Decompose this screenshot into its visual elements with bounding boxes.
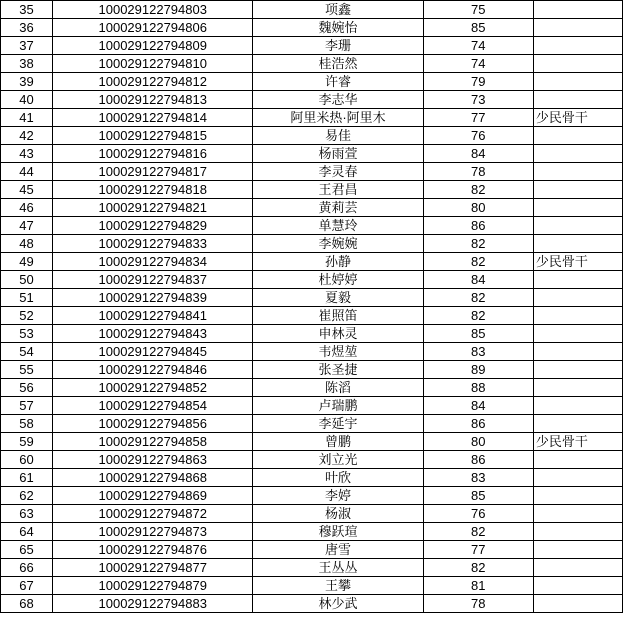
table-row	[1, 109, 623, 127]
cell-id: 100029122794837	[53, 271, 253, 289]
cell-index: 68	[1, 595, 53, 613]
cell-name: 项鑫	[253, 1, 423, 19]
cell-id: 100029122794863	[53, 451, 253, 469]
cell-name: 叶欣	[253, 469, 423, 487]
table-row	[1, 595, 623, 613]
cell-id: 100029122794858	[53, 433, 253, 451]
cell-index: 40	[1, 91, 53, 109]
cell-id: 100029122794806	[53, 19, 253, 37]
cell-score: 82	[423, 289, 533, 307]
table-row	[1, 541, 623, 559]
cell-note	[533, 397, 622, 415]
cell-name: 杨雨萱	[253, 145, 423, 163]
cell-id: 100029122794834	[53, 253, 253, 271]
cell-id: 100029122794809	[53, 37, 253, 55]
cell-score: 82	[423, 307, 533, 325]
cell-note	[533, 235, 622, 253]
table-row	[1, 379, 623, 397]
cell-note	[533, 199, 622, 217]
cell-id: 100029122794868	[53, 469, 253, 487]
cell-index: 55	[1, 361, 53, 379]
cell-id: 100029122794803	[53, 1, 253, 19]
cell-name: 阿里米热·阿里木	[253, 109, 423, 127]
table-row	[1, 1, 623, 19]
cell-score: 83	[423, 343, 533, 361]
cell-id: 100029122794869	[53, 487, 253, 505]
table-row	[1, 469, 623, 487]
cell-name: 唐雪	[253, 541, 423, 559]
cell-index: 37	[1, 37, 53, 55]
cell-index: 38	[1, 55, 53, 73]
table-row	[1, 73, 623, 91]
cell-note	[533, 37, 622, 55]
cell-name: 李婉婉	[253, 235, 423, 253]
table-row	[1, 307, 623, 325]
cell-note: 少民骨干	[533, 109, 622, 127]
cell-score: 74	[423, 55, 533, 73]
cell-score: 74	[423, 37, 533, 55]
cell-score: 76	[423, 505, 533, 523]
cell-index: 41	[1, 109, 53, 127]
cell-score: 73	[423, 91, 533, 109]
cell-index: 49	[1, 253, 53, 271]
cell-index: 35	[1, 1, 53, 19]
cell-name: 张圣捷	[253, 361, 423, 379]
cell-note	[533, 487, 622, 505]
cell-note	[533, 325, 622, 343]
table-row	[1, 145, 623, 163]
table-row	[1, 37, 623, 55]
cell-id: 100029122794873	[53, 523, 253, 541]
cell-note	[533, 577, 622, 595]
cell-name: 李灵春	[253, 163, 423, 181]
cell-note	[533, 361, 622, 379]
cell-name: 穆跃瑄	[253, 523, 423, 541]
cell-index: 53	[1, 325, 53, 343]
table-row	[1, 163, 623, 181]
table-row	[1, 343, 623, 361]
cell-note	[533, 595, 622, 613]
cell-note	[533, 307, 622, 325]
cell-name: 王攀	[253, 577, 423, 595]
cell-id: 100029122794814	[53, 109, 253, 127]
cell-note	[533, 181, 622, 199]
table-row	[1, 523, 623, 541]
table-row	[1, 217, 623, 235]
table-row	[1, 55, 623, 73]
cell-id: 100029122794813	[53, 91, 253, 109]
cell-score: 85	[423, 19, 533, 37]
table-row	[1, 127, 623, 145]
cell-index: 67	[1, 577, 53, 595]
cell-name: 刘立光	[253, 451, 423, 469]
cell-name: 李珊	[253, 37, 423, 55]
cell-name: 孙静	[253, 253, 423, 271]
cell-name: 曾鹏	[253, 433, 423, 451]
table-row	[1, 253, 623, 271]
cell-index: 52	[1, 307, 53, 325]
cell-id: 100029122794815	[53, 127, 253, 145]
cell-note	[533, 469, 622, 487]
cell-score: 83	[423, 469, 533, 487]
cell-id: 100029122794818	[53, 181, 253, 199]
table-row	[1, 271, 623, 289]
cell-name: 魏婉怡	[253, 19, 423, 37]
table-row	[1, 505, 623, 523]
cell-name: 林少武	[253, 595, 423, 613]
table-row	[1, 199, 623, 217]
cell-score: 89	[423, 361, 533, 379]
cell-index: 43	[1, 145, 53, 163]
cell-note	[533, 559, 622, 577]
cell-index: 59	[1, 433, 53, 451]
cell-index: 39	[1, 73, 53, 91]
cell-score: 76	[423, 127, 533, 145]
cell-score: 84	[423, 271, 533, 289]
cell-index: 61	[1, 469, 53, 487]
cell-note	[533, 163, 622, 181]
cell-score: 85	[423, 487, 533, 505]
cell-name: 易佳	[253, 127, 423, 145]
cell-note	[533, 55, 622, 73]
cell-name: 申林灵	[253, 325, 423, 343]
cell-name: 王君昌	[253, 181, 423, 199]
cell-index: 56	[1, 379, 53, 397]
table-row	[1, 433, 623, 451]
cell-name: 李婷	[253, 487, 423, 505]
cell-id: 100029122794883	[53, 595, 253, 613]
cell-note: 少民骨干	[533, 433, 622, 451]
cell-score: 80	[423, 433, 533, 451]
cell-name: 夏毅	[253, 289, 423, 307]
cell-index: 54	[1, 343, 53, 361]
cell-note	[533, 145, 622, 163]
cell-score: 84	[423, 145, 533, 163]
table-row	[1, 451, 623, 469]
table-row	[1, 181, 623, 199]
cell-index: 57	[1, 397, 53, 415]
cell-note	[533, 451, 622, 469]
cell-name: 陈滔	[253, 379, 423, 397]
cell-name: 王丛丛	[253, 559, 423, 577]
cell-note	[533, 343, 622, 361]
cell-id: 100029122794843	[53, 325, 253, 343]
table-row	[1, 577, 623, 595]
cell-name: 崔照笛	[253, 307, 423, 325]
table-row	[1, 91, 623, 109]
table-row	[1, 361, 623, 379]
cell-score: 81	[423, 577, 533, 595]
cell-index: 63	[1, 505, 53, 523]
cell-score: 78	[423, 595, 533, 613]
cell-id: 100029122794845	[53, 343, 253, 361]
cell-id: 100029122794821	[53, 199, 253, 217]
cell-note	[533, 127, 622, 145]
cell-score: 85	[423, 325, 533, 343]
cell-score: 86	[423, 415, 533, 433]
cell-note	[533, 289, 622, 307]
table-row	[1, 415, 623, 433]
cell-note	[533, 217, 622, 235]
cell-index: 66	[1, 559, 53, 577]
cell-id: 100029122794839	[53, 289, 253, 307]
cell-name: 李志华	[253, 91, 423, 109]
cell-id: 100029122794829	[53, 217, 253, 235]
cell-name: 李延宇	[253, 415, 423, 433]
cell-score: 77	[423, 541, 533, 559]
cell-score: 88	[423, 379, 533, 397]
cell-index: 50	[1, 271, 53, 289]
cell-id: 100029122794812	[53, 73, 253, 91]
cell-score: 78	[423, 163, 533, 181]
cell-score: 82	[423, 523, 533, 541]
cell-index: 65	[1, 541, 53, 559]
cell-note: 少民骨干	[533, 253, 622, 271]
cell-score: 86	[423, 451, 533, 469]
cell-index: 47	[1, 217, 53, 235]
cell-id: 100029122794817	[53, 163, 253, 181]
cell-score: 80	[423, 199, 533, 217]
cell-note	[533, 19, 622, 37]
table-row	[1, 487, 623, 505]
cell-name: 许睿	[253, 73, 423, 91]
cell-score: 75	[423, 1, 533, 19]
cell-note	[533, 1, 622, 19]
cell-name: 黄莉芸	[253, 199, 423, 217]
cell-name: 杨淑	[253, 505, 423, 523]
cell-score: 82	[423, 253, 533, 271]
cell-id: 100029122794877	[53, 559, 253, 577]
cell-id: 100029122794856	[53, 415, 253, 433]
cell-id: 100029122794833	[53, 235, 253, 253]
cell-id: 100029122794854	[53, 397, 253, 415]
table-row	[1, 397, 623, 415]
cell-name: 桂浩然	[253, 55, 423, 73]
cell-note	[533, 379, 622, 397]
cell-id: 100029122794852	[53, 379, 253, 397]
cell-index: 45	[1, 181, 53, 199]
cell-name: 单慧玲	[253, 217, 423, 235]
cell-note	[533, 523, 622, 541]
cell-index: 46	[1, 199, 53, 217]
cell-index: 58	[1, 415, 53, 433]
cell-name: 杜婷婷	[253, 271, 423, 289]
cell-score: 79	[423, 73, 533, 91]
cell-index: 64	[1, 523, 53, 541]
cell-index: 51	[1, 289, 53, 307]
cell-score: 86	[423, 217, 533, 235]
table-row	[1, 559, 623, 577]
cell-score: 82	[423, 235, 533, 253]
cell-note	[533, 505, 622, 523]
table-row	[1, 289, 623, 307]
table-row	[1, 325, 623, 343]
cell-index: 36	[1, 19, 53, 37]
table-body	[1, 1, 623, 613]
cell-name: 韦煜堃	[253, 343, 423, 361]
cell-id: 100029122794846	[53, 361, 253, 379]
cell-id: 100029122794841	[53, 307, 253, 325]
cell-name: 卢瑞鹏	[253, 397, 423, 415]
cell-note	[533, 271, 622, 289]
cell-score: 82	[423, 559, 533, 577]
cell-index: 60	[1, 451, 53, 469]
cell-score: 77	[423, 109, 533, 127]
cell-index: 62	[1, 487, 53, 505]
table-row	[1, 19, 623, 37]
cell-note	[533, 541, 622, 559]
cell-id: 100029122794879	[53, 577, 253, 595]
cell-index: 42	[1, 127, 53, 145]
cell-score: 84	[423, 397, 533, 415]
cell-id: 100029122794876	[53, 541, 253, 559]
table-row	[1, 235, 623, 253]
cell-id: 100029122794872	[53, 505, 253, 523]
cell-index: 44	[1, 163, 53, 181]
cell-note	[533, 73, 622, 91]
cell-note	[533, 91, 622, 109]
cell-id: 100029122794816	[53, 145, 253, 163]
cell-index: 48	[1, 235, 53, 253]
cell-score: 82	[423, 181, 533, 199]
cell-id: 100029122794810	[53, 55, 253, 73]
cell-note	[533, 415, 622, 433]
